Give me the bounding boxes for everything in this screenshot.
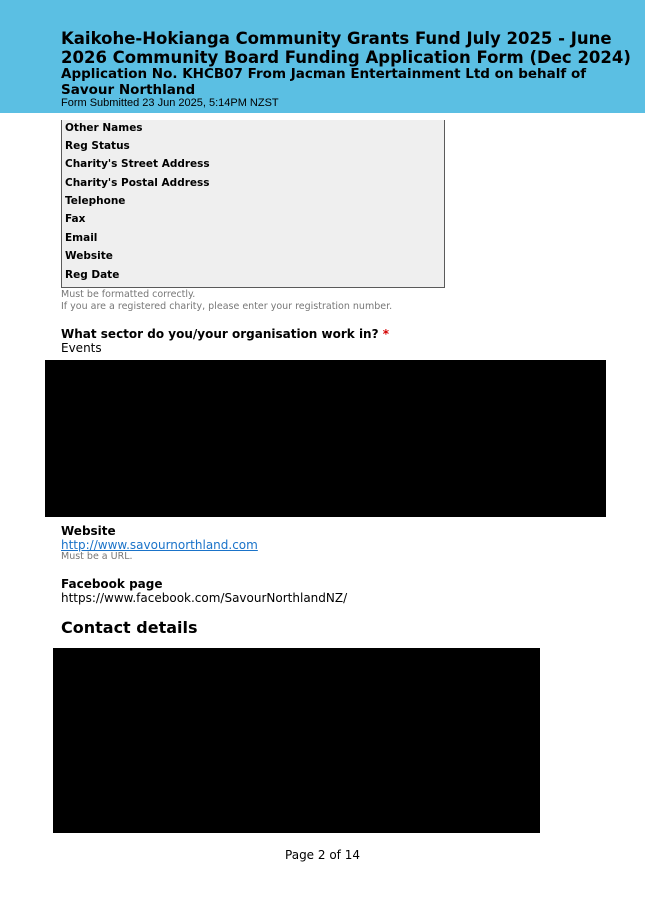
charity-field-street-address: Charity's Street Address — [65, 158, 210, 170]
page-number: Page 2 of 14 — [285, 848, 360, 862]
website-link[interactable]: http://www.savournorthland.com — [61, 538, 258, 552]
charity-hint-format: Must be formatted correctly. — [61, 289, 196, 300]
facebook-value: https://www.facebook.com/SavourNorthlandNZ/ — [61, 591, 348, 605]
charity-field-email: Email — [65, 232, 98, 244]
required-mark: * — [382, 327, 390, 341]
redacted-block — [45, 360, 606, 517]
charity-details-box — [61, 120, 445, 288]
charity-field-other-names: Other Names — [65, 122, 143, 134]
application-number: Application No. KHCB07 From Jacman Entertainment Ltd on behalf of Savour Northland — [61, 66, 587, 98]
charity-field-website: Website — [65, 250, 113, 262]
charity-field-fax: Fax — [65, 213, 86, 225]
charity-field-reg-date: Reg Date — [65, 269, 120, 281]
sector-value: Events — [61, 341, 102, 355]
charity-field-postal-address: Charity's Postal Address — [65, 177, 210, 189]
facebook-label: Facebook page — [61, 577, 163, 591]
website-label: Website — [61, 524, 116, 538]
contact-details-heading: Contact details — [61, 618, 198, 637]
website-hint: Must be a URL. — [61, 551, 133, 562]
charity-field-telephone: Telephone — [65, 195, 126, 207]
charity-field-reg-status: Reg Status — [65, 140, 130, 152]
submission-timestamp: Form Submitted 23 Jun 2025, 5:14PM NZST — [61, 97, 279, 109]
form-title: Kaikohe-Hokianga Community Grants Fund July 2025 - June 2026 Community Board Funding Application Form (Dec 2024) — [61, 29, 631, 67]
sector-label-text: What sector do you/your organisation work in? — [61, 327, 379, 341]
charity-hint-registration: If you are a registered charity, please enter your registration number. — [61, 301, 393, 312]
page-header — [0, 0, 645, 113]
sector-label — [61, 327, 389, 341]
redacted-contact-block — [53, 648, 540, 833]
